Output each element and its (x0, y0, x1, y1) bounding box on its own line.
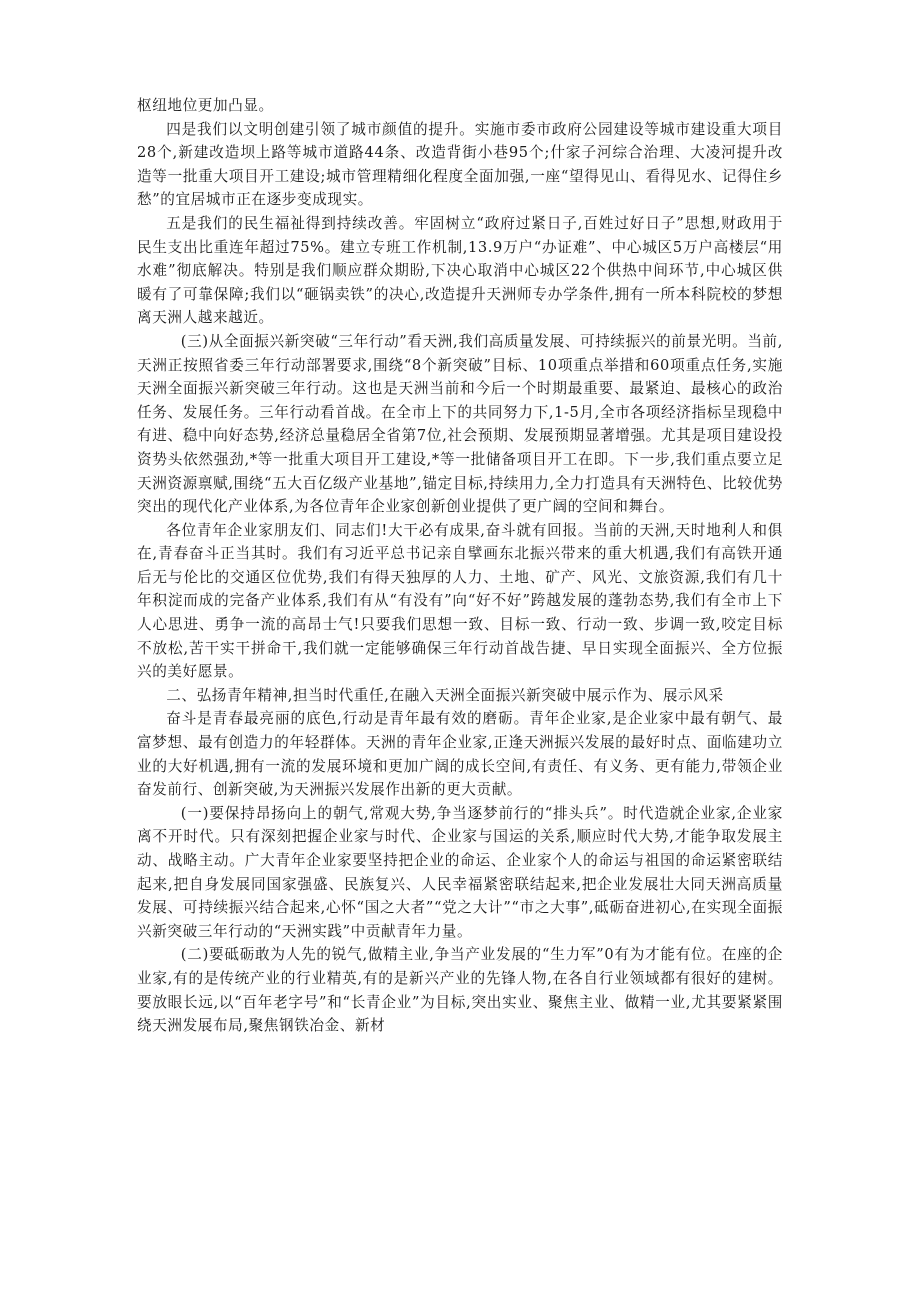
paragraph-3: 五是我们的民生福祉得到持续改善。牢固树立“政府过紧日子,百姓过好日子”思想,财政用于民生支出比重连年超过75%。建立专班工作机制,13.9万户“办证难”、中心城区5万户高楼层“用水难”彻底解决。特别是我们顺应群众期盼,下决心取消中心城区22个供热中间环节,中心城区供暖有了可靠保障;我们以“砸锅卖铁”的决心,改造提升天洲师专办学条件,拥有一所本科院校的梦想离天洲人越来越近。 (137, 214, 783, 327)
section-heading-2: 二、弘扬青年精神,担当时代重任,在融入天洲全面振兴新突破中展示作为、展示风采 (166, 686, 724, 704)
paragraph-1: 枢纽地位更加凸显。 (137, 97, 274, 114)
paragraph-7: (一)要保持昂扬向上的朝气,常观大势,争当逐梦前行的“排头兵”。时代造就企业家,企业家离不开时代。只有深刻把握企业家与时代、企业家与国运的关系,顺应时代大势,才能争取发展主动、战略主动。广大青年企业家要坚持把企业的命运、企业家个人的命运与祖国的命运紧密联结起来,把自身发展同国家强盛、民族复兴、人民幸福紧密联结起来,把企业发展壮大同天洲高质量发展、可持续振兴结合起来,心怀“国之大者”“党之大计”“市之大事”,砥砺奋进初心,在实现全面振兴新突破三年行动的“天洲实践”中贡献青年力量。 (137, 804, 783, 940)
paragraph-2: 四是我们以文明创建引领了城市颜值的提升。实施市委市政府公园建设等城市建设重大项目28个,新建改造坝上路等城市道路44条、改造背街小巷95个;什家子河综合治理、大凌河提升改造等一批重大项目开工建设;城市管理精细化程度全面加强,一座“望得见山、看得见水、记得住乡愁”的宜居城市正在逐步变成现实。 (137, 120, 783, 209)
paragraph-5: 各位青年企业家朋友们、同志们!大干必有成果,奋斗就有回报。当前的天洲,天时地利人和俱在,青春奋斗正当其时。我们有习近平总书记亲自擘画东北振兴带来的重大机遇,我们有高铁开通后无与伦比的交通区位优势,我们有得天独厚的人力、土地、矿产、风光、文旅资源,我们有几十年积淀而成的完备产业体系,我们有从“有没有”向“好不好”跨越发展的蓬勃态势,我们有全市上下人心思进、勇争一流的高昂士气!只要我们思想一致、目标一致、行动一致、步调一致,咬定目标不放松,苦干实干拼命干,我们就一定能够确保三年行动首战告捷、早日实现全面振兴、全方位振兴的美好愿景。 (137, 521, 783, 681)
document-body (137, 94, 783, 1038)
paragraph-4: (三)从全面振兴新突破“三年行动”看天洲,我们高质量发展、可持续振兴的前景光明。当前,天洲正按照省委三年行动部署要求,围绕“8个新突破”目标、10项重点举措和60项重点任务,实施天洲全面振兴新突破三年行动。这也是天洲当前和今后一个时期最重要、最紧迫、最核心的政治任务、发展任务。三年行动看首战。在全市上下的共同努力下,1-5月,全市各项经济指标呈现稳中有进、稳中向好态势,经济总量稳居全省第7位,社会预期、发展预期显著增强。尤其是项目建设投资势头依然强劲,*等一批重大项目开工建设,*等一批储备项目开工在即。下一步,我们重点要立足天洲资源禀赋,围绕“五大百亿级产业基地”,锚定目标,持续用力,全力打造具有天洲特色、比较优势突出的现代化产业体系,为各位青年企业家创新创业提供了更广阔的空间和舞台。 (137, 332, 783, 516)
paragraph-8: (二)要砥砺敢为人先的锐气,做精主业,争当产业发展的“生力军”0有为才能有位。在座的企业家,有的是传统产业的行业精英,有的是新兴产业的先锋人物,在各自行业领域都有很好的建树。要放眼长远,以“百年老字号”和“长青企业”为目标,突出实业、聚焦主业、做精一业,尤其要紧紧围绕天洲发展布局,聚焦钢铁冶金、新材 (137, 946, 783, 1035)
paragraph-6: 奋斗是青春最亮丽的底色,行动是青年最有效的磨砺。青年企业家,是企业家中最有朝气、最富梦想、最有创造力的年轻群体。天洲的青年企业家,正逢天洲振兴发展的最好时点、面临建功立业的大好机遇,拥有一流的发展环境和更加广阔的成长空间,有责任、有义务、更有能力,带领企业奋发前行、创新突破,为天洲振兴发展作出新的更大贡献。 (137, 710, 783, 799)
